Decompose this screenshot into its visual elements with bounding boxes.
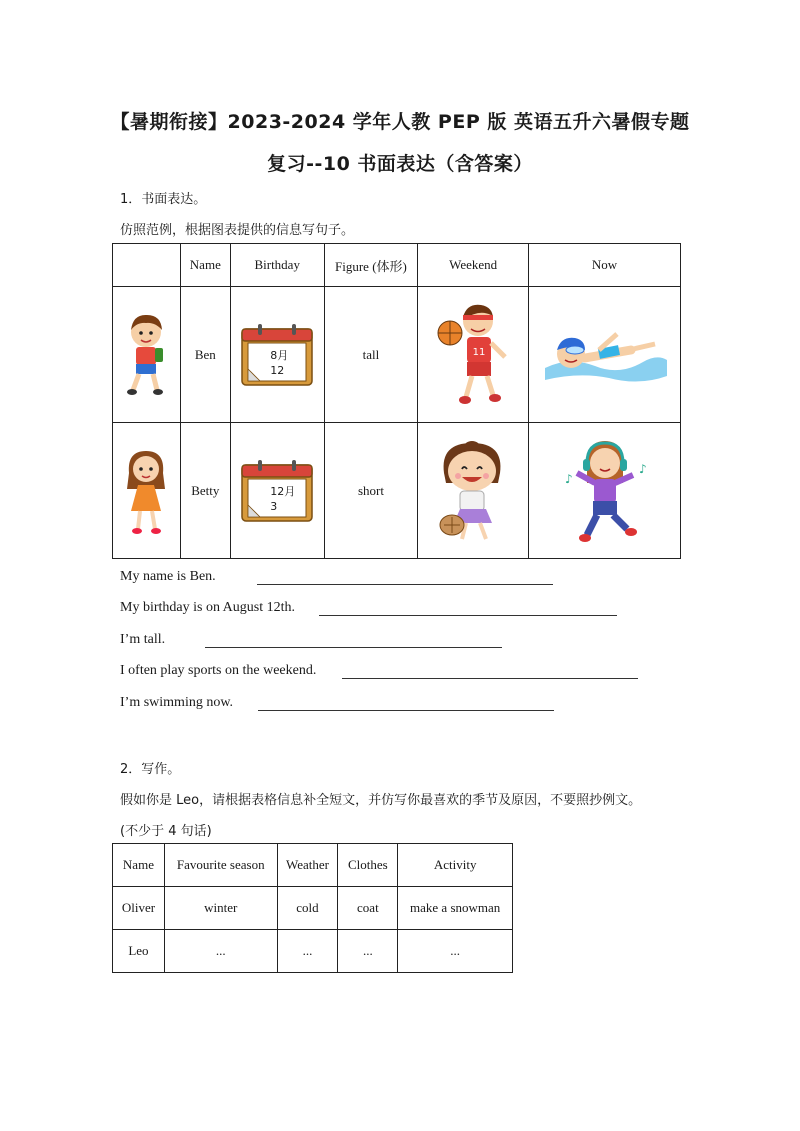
calendar-month: 12月 [270,484,296,498]
header-cell: Weather [277,844,338,887]
season-table [112,843,513,973]
svg-text:11: 11 [472,347,486,358]
table-cell: Leo [113,930,165,973]
table-cell: coat [338,887,398,930]
q1-instruction: 仿照范例，根据图表提供的信息写句子。 [120,223,355,238]
boy-avatar-cell [113,287,181,423]
info-table [112,243,681,559]
calendar-day: 12 [270,363,285,377]
table-cell: ... [277,930,338,973]
header-cell: Figure (体形) [324,244,418,287]
girl-avatar-cell [113,423,181,559]
sample-sentence: I often play sports on the weekend. [120,663,317,678]
girl-icon [121,445,171,537]
calendar-month: 8月 [270,348,289,362]
swimmer-icon [539,320,671,390]
header-cell: Now [529,244,681,287]
season-table-header [113,844,513,887]
table-cell: make a snowman [398,887,513,930]
now-cell [529,423,681,559]
name-cell: Betty [180,423,230,559]
sample-sentence: My birthday is on August 12th. [120,600,296,615]
header-cell: Weekend [418,244,529,287]
header-cell: Favourite season [164,844,277,887]
q2-heading: 2．写作。 [120,762,181,777]
answer-blank[interactable] [319,601,617,616]
table-cell: winter [164,887,277,930]
header-cell: Name [180,244,230,287]
birthday-cell [230,287,324,423]
header-cell: Name [113,844,165,887]
answer-blank[interactable] [257,570,553,585]
sample-sentence: My name is Ben. [120,569,216,584]
figure-cell: short [324,423,418,559]
figure-cell: tall [324,287,418,423]
table-cell: Oliver [113,887,165,930]
header-cell: Activity [398,844,513,887]
table-cell: cold [277,887,338,930]
svg-text:♪: ♪ [638,462,647,476]
svg-text:♪: ♪ [564,472,573,486]
calendar-icon [240,323,314,387]
weekend-cell [418,287,529,423]
answer-blank[interactable] [342,664,638,679]
q2-note: (不少于 4 句话) [120,824,212,839]
boy-icon [121,310,171,400]
table-row [113,423,681,559]
now-cell [529,287,681,423]
answer-blank[interactable] [205,633,502,648]
girl-with-basket-icon [430,433,516,548]
info-table-header [113,244,681,287]
header-cell: Clothes [338,844,398,887]
table-row [113,887,513,930]
document-title-line-1: 【暑期衔接】2023-2024 学年人教 PEP 版 英语五升六暑假专题 [110,111,690,133]
birthday-cell [230,423,324,559]
table-cell: ... [338,930,398,973]
header-cell [113,244,181,287]
girl-with-headphones-icon [557,433,653,548]
q1-heading: 1．书面表达。 [120,192,207,207]
header-cell: Birthday [230,244,324,287]
weekend-cell [418,423,529,559]
table-cell: ... [398,930,513,973]
table-row [113,930,513,973]
name-cell: Ben [180,287,230,423]
table-cell: ... [164,930,277,973]
q2-instruction: 假如你是 Leo，请根据表格信息补全短文，并仿写你最喜欢的季节及原因，不要照抄例文。 [120,793,642,808]
answer-blank[interactable] [258,696,554,711]
sample-sentence: I’m tall. [120,632,166,647]
document-title-line-2: 复习--10 书面表达（含答案） [267,153,533,175]
sample-sentence: I’m swimming now. [120,695,234,710]
calendar-icon [240,459,314,523]
basketball-player-icon [433,297,513,412]
calendar-day: 3 [270,499,278,513]
table-row [113,287,681,423]
